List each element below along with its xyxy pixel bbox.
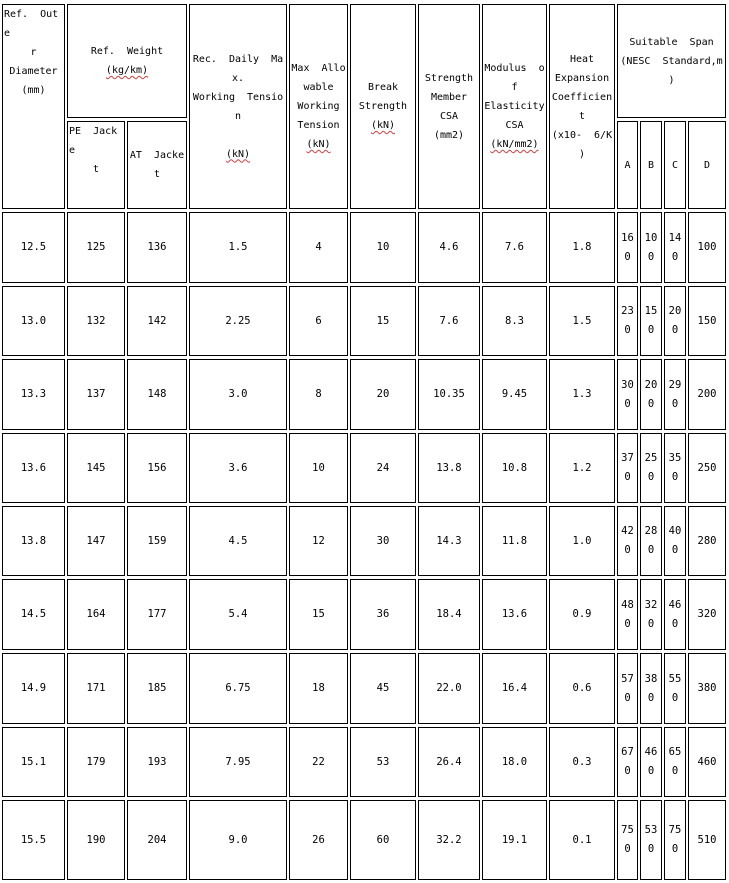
table-cell: 1.0: [549, 506, 615, 576]
header-ref-weight: [67, 4, 187, 118]
table-cell: 0.6: [549, 653, 615, 724]
table-cell: 530: [640, 800, 662, 880]
header-span-a: [617, 121, 638, 209]
header-line: n: [234, 110, 242, 122]
table-cell: 22: [289, 727, 348, 797]
table-cell: 150: [640, 286, 662, 356]
header-line: ): [578, 148, 586, 160]
table-cell: 132: [67, 286, 125, 356]
table-cell: 36: [350, 579, 416, 650]
table-cell: 350: [664, 433, 686, 503]
table-cell: 24: [350, 433, 416, 503]
table-cell: 19.1: [482, 800, 547, 880]
header-line: Working Tensio: [192, 91, 284, 103]
header-line: (kN/mm2): [490, 139, 539, 150]
table-cell: 10: [350, 212, 416, 283]
table-cell: 380: [688, 653, 726, 724]
table-cell: 14.3: [418, 506, 480, 576]
table-cell: 14.9: [2, 653, 65, 724]
header-line: (kg/km): [105, 65, 149, 76]
table-cell: 22.0: [418, 653, 480, 724]
table-cell: 140: [664, 212, 686, 283]
header-line: wable: [303, 82, 334, 93]
table-cell: 460: [640, 727, 662, 797]
table-cell: 320: [640, 579, 662, 650]
table-cell: 10: [289, 433, 348, 503]
table-cell: 650: [664, 727, 686, 797]
table-cell: 250: [640, 433, 662, 503]
table-cell: 204: [127, 800, 187, 880]
table-cell: 9.45: [482, 359, 547, 430]
header-at-jacket: [127, 121, 187, 209]
table-cell: 12.5: [2, 212, 65, 283]
table-cell: 171: [67, 653, 125, 724]
table-cell: 190: [67, 800, 125, 880]
header-line: Diameter: [9, 66, 58, 77]
table-cell: 60: [350, 800, 416, 880]
header-line: Rec. Daily Ma: [192, 53, 284, 65]
table-cell: 3.6: [189, 433, 287, 503]
header-line: Elasticity: [484, 101, 545, 112]
header-suitable-span: [617, 4, 726, 118]
table-cell: 4.6: [418, 212, 480, 283]
table-cell: 148: [127, 359, 187, 430]
table-cell: 200: [688, 359, 726, 430]
table-cell: 230: [617, 286, 638, 356]
table-cell: 164: [67, 579, 125, 650]
header-line: Tension: [297, 120, 340, 131]
header-pe-jacket: [67, 121, 125, 209]
table-cell: 136: [127, 212, 187, 283]
header-line: Max Allo: [291, 63, 346, 74]
header-line: Strength: [424, 72, 474, 84]
table-cell: 125: [67, 212, 125, 283]
header-strength-member-csa: [418, 4, 480, 209]
table-cell: 15: [289, 579, 348, 650]
table-cell: 1.5: [549, 286, 615, 356]
table-cell: 8: [289, 359, 348, 430]
table-cell: 53: [350, 727, 416, 797]
table-cell: 7.95: [189, 727, 287, 797]
header-line: PE Jacke: [69, 126, 118, 156]
table-cell: 193: [127, 727, 187, 797]
table-cell: 15.1: [2, 727, 65, 797]
table-cell: 15.5: [2, 800, 65, 880]
table-cell: 200: [664, 286, 686, 356]
table-cell: 370: [617, 433, 638, 503]
table-cell: 16.4: [482, 653, 547, 724]
table-cell: 18: [289, 653, 348, 724]
header-line: Working: [297, 101, 340, 112]
table-cell: 0.1: [549, 800, 615, 880]
table-cell: 18.4: [418, 579, 480, 650]
header-line: (kN): [370, 120, 396, 131]
table-cell: 480: [617, 579, 638, 650]
table-cell: 670: [617, 727, 638, 797]
header-line: Break: [367, 82, 399, 93]
table-cell: 30: [350, 506, 416, 576]
header-heat-expansion: [549, 4, 615, 209]
table-cell: 156: [127, 433, 187, 503]
table-cell: 280: [688, 506, 726, 576]
table-cell: 1.8: [549, 212, 615, 283]
table-cell: 11.8: [482, 506, 547, 576]
header-span-b: [640, 121, 662, 209]
table-cell: 185: [127, 653, 187, 724]
header-modulus-elasticity: [482, 4, 547, 209]
table-cell: 145: [67, 433, 125, 503]
header-line: f: [511, 82, 518, 93]
header-line: ): [668, 74, 675, 86]
table-cell: 159: [127, 506, 187, 576]
table-cell: 550: [664, 653, 686, 724]
table-cell: 13.6: [2, 433, 65, 503]
header-line: CSA: [439, 110, 459, 122]
table-cell: 160: [617, 212, 638, 283]
header-line: [235, 126, 241, 145]
header-line: (kN): [306, 139, 331, 150]
table-cell: 3.0: [189, 359, 287, 430]
header-line: Ref. Oute: [4, 9, 59, 39]
table-cell: 10.35: [418, 359, 480, 430]
header-line: Ref. Weight: [90, 46, 164, 57]
table-cell: 137: [67, 359, 125, 430]
header-line: Heat: [569, 53, 595, 65]
header-line: AT Jacke: [129, 150, 185, 161]
table-cell: 750: [664, 800, 686, 880]
header-max-tension: [289, 4, 348, 209]
header-span-d: [688, 121, 726, 209]
table-cell: 750: [617, 800, 638, 880]
table-cell: 13.3: [2, 359, 65, 430]
table-cell: 2.25: [189, 286, 287, 356]
table-cell: 0.9: [549, 579, 615, 650]
table-cell: 150: [688, 286, 726, 356]
header-line: Suitable Span: [629, 36, 714, 48]
table-cell: 0.3: [549, 727, 615, 797]
header-text: D: [703, 159, 711, 171]
header-span-c: [664, 121, 686, 209]
table-cell: 570: [617, 653, 638, 724]
table-cell: 4: [289, 212, 348, 283]
header-line: (NESC Standard,m: [620, 55, 723, 67]
table-cell: 1.2: [549, 433, 615, 503]
table-cell: 280: [640, 506, 662, 576]
header-line: (mm): [21, 85, 46, 96]
table-cell: 510: [688, 800, 726, 880]
header-line: r: [30, 47, 37, 58]
table-cell: 7.6: [418, 286, 480, 356]
table-cell: 290: [664, 359, 686, 430]
table-cell: 460: [664, 579, 686, 650]
table-cell: 179: [67, 727, 125, 797]
header-line: (mm2): [433, 129, 465, 141]
table-cell: 4.5: [189, 506, 287, 576]
table-cell: 420: [617, 506, 638, 576]
table-cell: 200: [640, 359, 662, 430]
table-cell: 13.8: [418, 433, 480, 503]
header-daily-tension: [189, 4, 287, 209]
header-line: Coefficien: [551, 91, 613, 103]
table-cell: 15: [350, 286, 416, 356]
table-cell: 14.5: [2, 579, 65, 650]
table-cell: 300: [617, 359, 638, 430]
header-line: x.: [231, 72, 245, 84]
header-line: CSA: [505, 120, 524, 131]
table-cell: 142: [127, 286, 187, 356]
table-cell: 6.75: [189, 653, 287, 724]
header-text: B: [647, 159, 655, 171]
table-cell: 12: [289, 506, 348, 576]
table-cell: 177: [127, 579, 187, 650]
table-cell: 20: [350, 359, 416, 430]
table-cell: 26.4: [418, 727, 480, 797]
table-cell: 8.3: [482, 286, 547, 356]
header-line: t: [578, 110, 586, 122]
header-line: Strength: [358, 101, 408, 112]
table-cell: 5.4: [189, 579, 287, 650]
table-cell: 7.6: [482, 212, 547, 283]
header-line: (x10- 6/K: [551, 129, 613, 141]
table-cell: 380: [640, 653, 662, 724]
table-cell: 1.3: [549, 359, 615, 430]
header-line: t: [153, 169, 161, 180]
table-cell: 9.0: [189, 800, 287, 880]
table-cell: 13.0: [2, 286, 65, 356]
header-line: Expansion: [554, 72, 610, 84]
table-cell: 400: [664, 506, 686, 576]
header-line: Member: [430, 91, 468, 103]
header-text: C: [671, 159, 679, 171]
table-cell: 13.6: [482, 579, 547, 650]
table-cell: 18.0: [482, 727, 547, 797]
header-break-strength: [350, 4, 416, 209]
header-line: Modulus o: [484, 63, 545, 74]
table-cell: 32.2: [418, 800, 480, 880]
header-line: (kN): [225, 148, 251, 160]
table-cell: 45: [350, 653, 416, 724]
header-text: A: [624, 159, 631, 171]
table-cell: 1.5: [189, 212, 287, 283]
table-cell: 320: [688, 579, 726, 650]
table-cell: 100: [688, 212, 726, 283]
table-cell: 6: [289, 286, 348, 356]
table-cell: 26: [289, 800, 348, 880]
table-cell: 460: [688, 727, 726, 797]
table-cell: 10.8: [482, 433, 547, 503]
table-cell: 147: [67, 506, 125, 576]
header-outer-diameter: [2, 4, 65, 209]
table-cell: 13.8: [2, 506, 65, 576]
header-line: t: [92, 164, 100, 175]
table-cell: 100: [640, 212, 662, 283]
table-cell: 250: [688, 433, 726, 503]
